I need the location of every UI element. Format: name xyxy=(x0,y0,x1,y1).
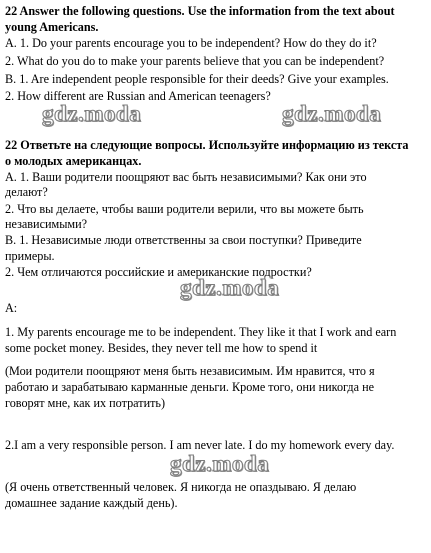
heading-en-line1: 22 Answer the following questions. Use the information from the text about xyxy=(5,4,395,18)
answer-2-ru-line1: (Я очень ответственный человек. Я никогда не опаздываю. Я делаю xyxy=(5,480,357,494)
watermark-3: gdz.moda xyxy=(180,275,280,300)
question-a1-en: A. 1. Do your parents encourage you to be independent? How do they do it? xyxy=(5,36,377,50)
watermark-2: gdz.moda xyxy=(282,101,382,126)
heading-en-line2: young Americans. xyxy=(5,20,99,34)
answer-2-en: 2.I am a very responsible person. I am never late. I do my homework every day. xyxy=(5,438,395,452)
heading-ru-line2: о молодых американцах. xyxy=(5,154,142,168)
watermark-4: gdz.moda xyxy=(170,451,270,476)
answer-1-en-line2: some pocket money. Besides, they never tell me how to spend it xyxy=(5,341,318,355)
question-b1-ru-line1: В. 1. Независимые люди ответственны за свои поступки? Приведите xyxy=(5,233,362,247)
question-2a-en: 2. What do you do to make your parents believe that you can be independent? xyxy=(5,54,385,68)
watermark-1: gdz.moda xyxy=(42,101,142,126)
question-a1-ru-line1: А. 1. Ваши родители поощряют вас быть независимыми? Как они это xyxy=(5,170,367,184)
question-2b-en: 2. How different are Russian and American teenagers? xyxy=(5,89,271,103)
question-b1-en: B. 1. Are independent people responsible for their deeds? Give your examples. xyxy=(5,72,389,86)
answer-1-en-line1: 1. My parents encourage me to be independent. They like it that I work and earn xyxy=(5,325,397,339)
heading-ru-line1: 22 Ответьте на следующие вопросы. Используйте информацию из текста xyxy=(5,138,409,152)
answer-2-ru-line2: домашнее задание каждый день). xyxy=(5,496,178,510)
question-2a-ru-line2: независимыми? xyxy=(5,217,88,231)
answer-1-ru-line3: говорят мне, как их потратить) xyxy=(5,396,166,410)
question-2a-ru-line1: 2. Что вы делаете, чтобы ваши родители верили, что вы можете быть xyxy=(5,202,364,216)
question-a1-ru-line2: делают? xyxy=(5,185,48,199)
question-b1-ru-line2: примеры. xyxy=(5,249,55,263)
question-2b-ru: 2. Чем отличаются российские и американские подростки? xyxy=(5,265,312,279)
answer-1-ru-line1: (Мои родители поощряют меня быть независимым. Им нравится, что я xyxy=(5,364,375,378)
answer-1-ru-line2: работаю и зарабатываю карманные деньги. Кроме того, они никогда не xyxy=(5,380,375,394)
answer-label: A: xyxy=(5,301,18,315)
